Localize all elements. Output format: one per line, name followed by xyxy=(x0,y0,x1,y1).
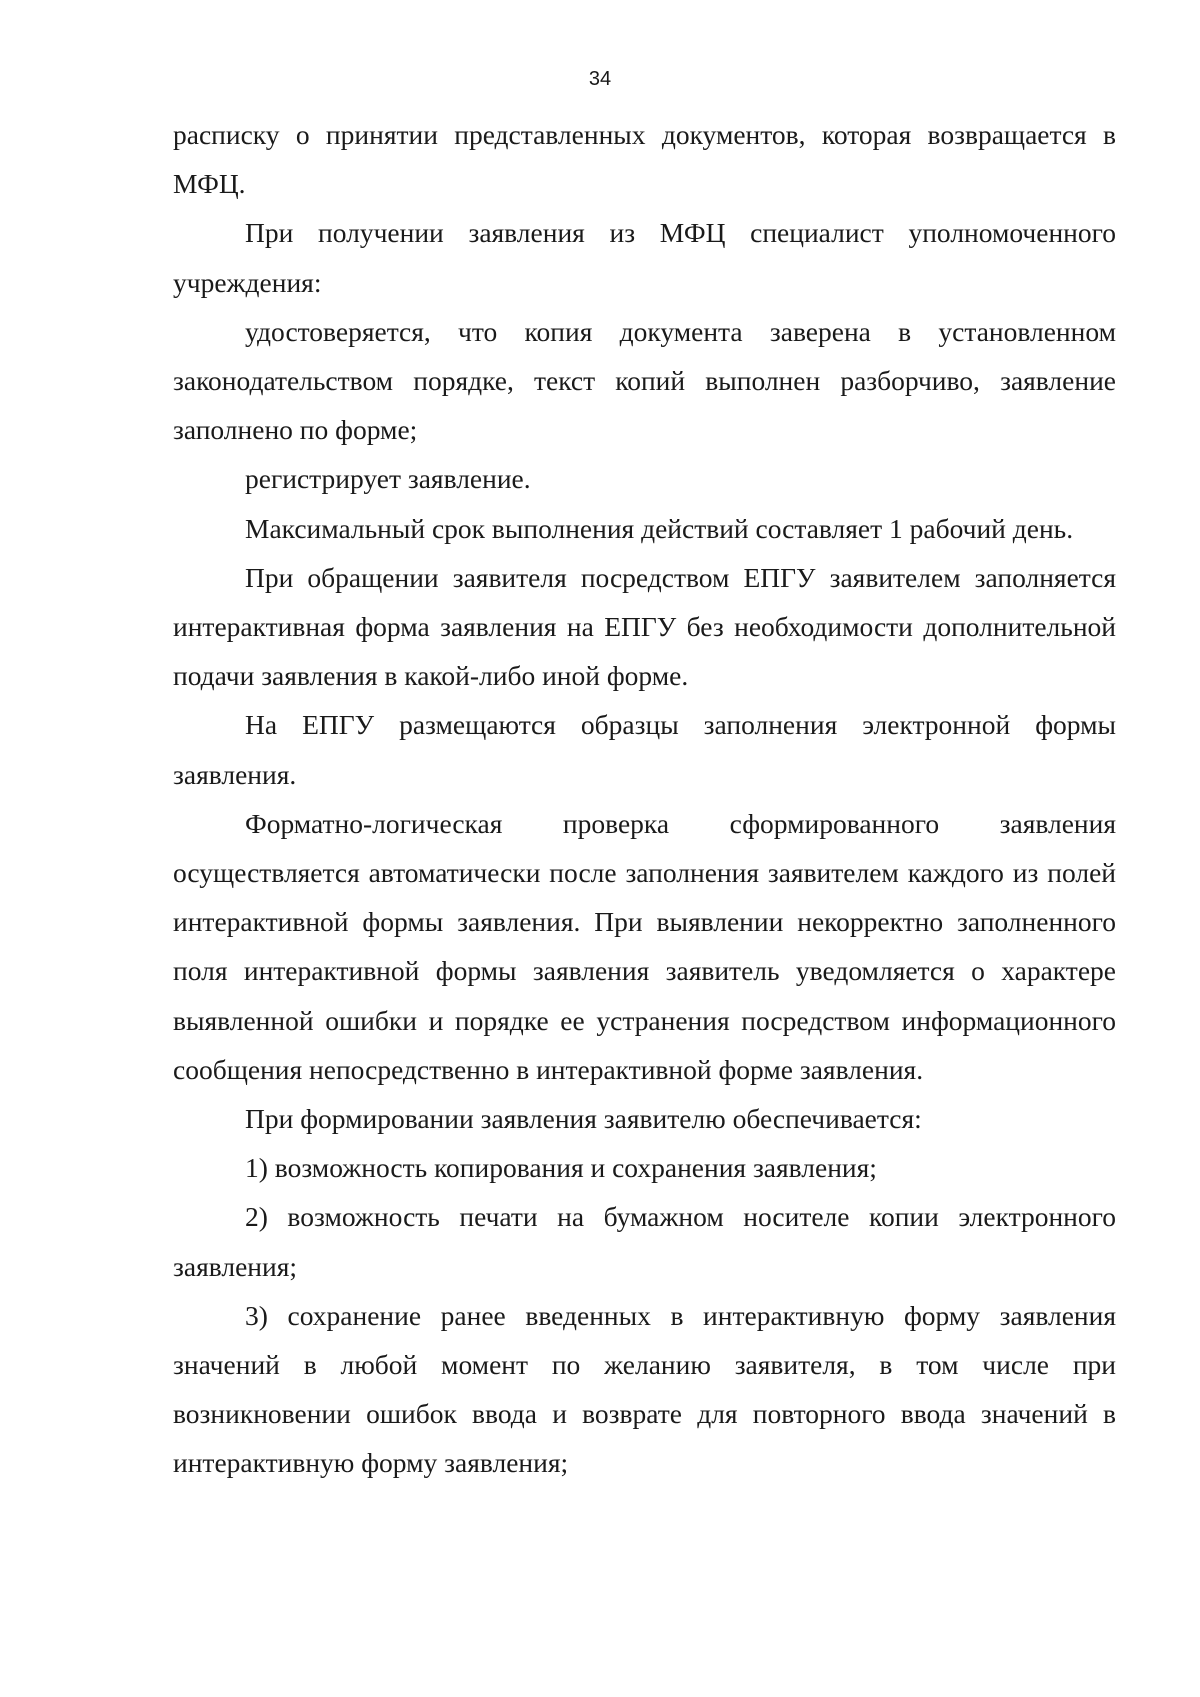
paragraph-epgu-application: При обращении заявителя посредством ЕПГУ заявителем заполняется интерактивная форма заявления на ЕПГУ без необходимости дополнительной подачи заявления в какой-либо иной форме. xyxy=(173,561,1116,692)
document-body xyxy=(173,110,1116,1488)
paragraph-registers: регистрирует заявление. xyxy=(245,463,531,495)
paragraph-epgu-samples: На ЕПГУ размещаются образцы заполнения электронной формы заявления. xyxy=(173,709,1116,790)
list-item-copy-save: 1) возможность копирования и сохранения заявления; xyxy=(245,1152,877,1184)
paragraph-verifies-copy: удостоверяется, что копия документа заверена в установленном законодательством порядке, текст копий выполнен разборчиво, заявление заполнено по форме; xyxy=(173,315,1116,446)
list-item-print: 2) возможность печати на бумажном носителе копии электронного заявления; xyxy=(173,1201,1116,1282)
paragraph-receipt-continuation: расписку о принятии представленных документов, которая возвращается в МФЦ. xyxy=(173,119,1116,200)
list-item-preserve-values: 3) сохранение ранее введенных в интерактивную форму заявления значений в любой момент по желанию заявителя, в том числе при возникновении ошибок ввода и возврате для повторного ввода значений в интерактивную форму заявления; xyxy=(173,1299,1116,1479)
paragraph-max-duration: Максимальный срок выполнения действий составляет 1 рабочий день. xyxy=(245,512,1074,544)
paragraph-receiving-from-mfc: При получении заявления из МФЦ специалист уполномоченного учреждения: xyxy=(173,217,1116,298)
page-number: 34 xyxy=(588,68,612,90)
paragraph-format-logic-check: Форматно-логическая проверка сформированного заявления осуществляется автоматически после заполнения заявителем каждого из полей интерактивной формы заявления. При выявлении некорректно заполненного поля интерактивной формы заявления заявитель уведомляется о характере выявленной ошибки и порядке ее устранения посредством информационного сообщения непосредственно в интерактивной форме заявления. xyxy=(173,807,1116,1085)
paragraph-provisions-intro: При формировании заявления заявителю обеспечивается: xyxy=(245,1103,922,1135)
